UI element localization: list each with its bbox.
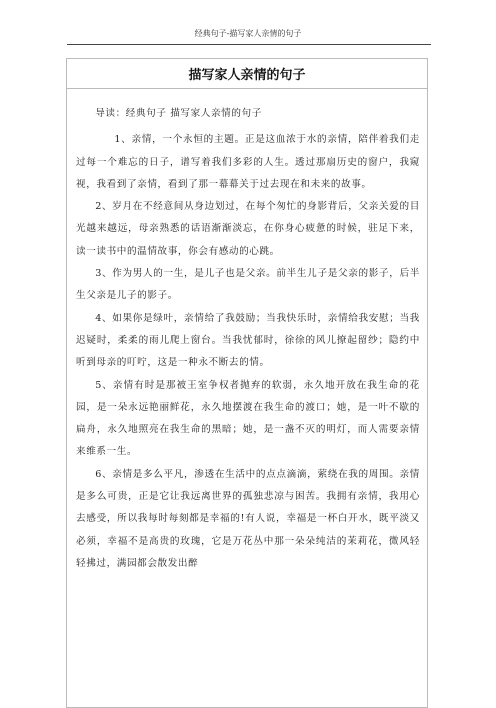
paragraph-4: 4、如果你是绿叶，亲情给了我鼓励；当我快乐时，亲情给我安慰；当我迟疑时，柔柔的雨儿爬上窗台。当我忧郁时，徐徐的风儿撩起留纱；隐约中听到母亲的叮咛，这是一种永不断去的情。 bbox=[76, 312, 420, 369]
document-title: 描写家人亲情的句子 bbox=[188, 68, 306, 83]
running-header: 经典句子-描写家人亲情的句子 bbox=[194, 29, 302, 38]
paragraph-3: 3、作为男人的一生，是儿子也是父亲。前半生儿子是父亲的影子，后半生父亲是儿子的影子。 bbox=[76, 268, 420, 302]
title-row bbox=[67, 59, 427, 89]
header-rule bbox=[67, 44, 431, 45]
document-body bbox=[67, 89, 427, 575]
lead-paragraph: 导读：经典句子 描写家人亲情的句子 bbox=[95, 108, 262, 119]
paragraph-6: 6、亲情是多么平凡，渗透在生活中的点点滴滴，萦绕在我的周围。亲情是多么可贵，正是它让我远离世界的孤独悲凉与困苦。我拥有亲情，我用心去感受，所以我每时每刻都是幸福的!有人说，幸福是一杯白开水，既平淡又必须，幸福不是高贵的玫瑰，它是万花丛中那一朵朵纯洁的茉莉花，微风轻轻拂过，满园都会散发出醉 bbox=[76, 468, 420, 569]
document-frame bbox=[66, 58, 428, 708]
paragraph-2: 2、岁月在不经意间从身边划过，在每个匆忙的身影背后，父亲关爱的目光越来越远，母亲熟悉的话语渐渐淡忘，在你身心疲惫的时候，驻足下来，读一读书中的温情故事，你会有感动的心跳。 bbox=[76, 201, 420, 257]
paragraph-1: 1、亲情，一个永恒的主题。正是这血浓于水的亲情，陪伴着我们走过每一个难忘的日子，谱写着我们多彩的人生。透过那扇历史的窗户，我窥视，我看到了亲情，看到了那一幕幕关于过去现在和未来的故事。 bbox=[76, 134, 420, 190]
paragraph-5: 5、亲情有时是那被王室争权者抛弃的软弱，永久地开放在我生命的花园，是一朵永远艳丽鲜花，永久地摆渡在我生命的渡口；她，是一叶不歇的扁舟，永久地照亮在我生命的黑暗；她，是一盏不灭的明灯，而人需要亲情来维系一生。 bbox=[76, 379, 420, 458]
